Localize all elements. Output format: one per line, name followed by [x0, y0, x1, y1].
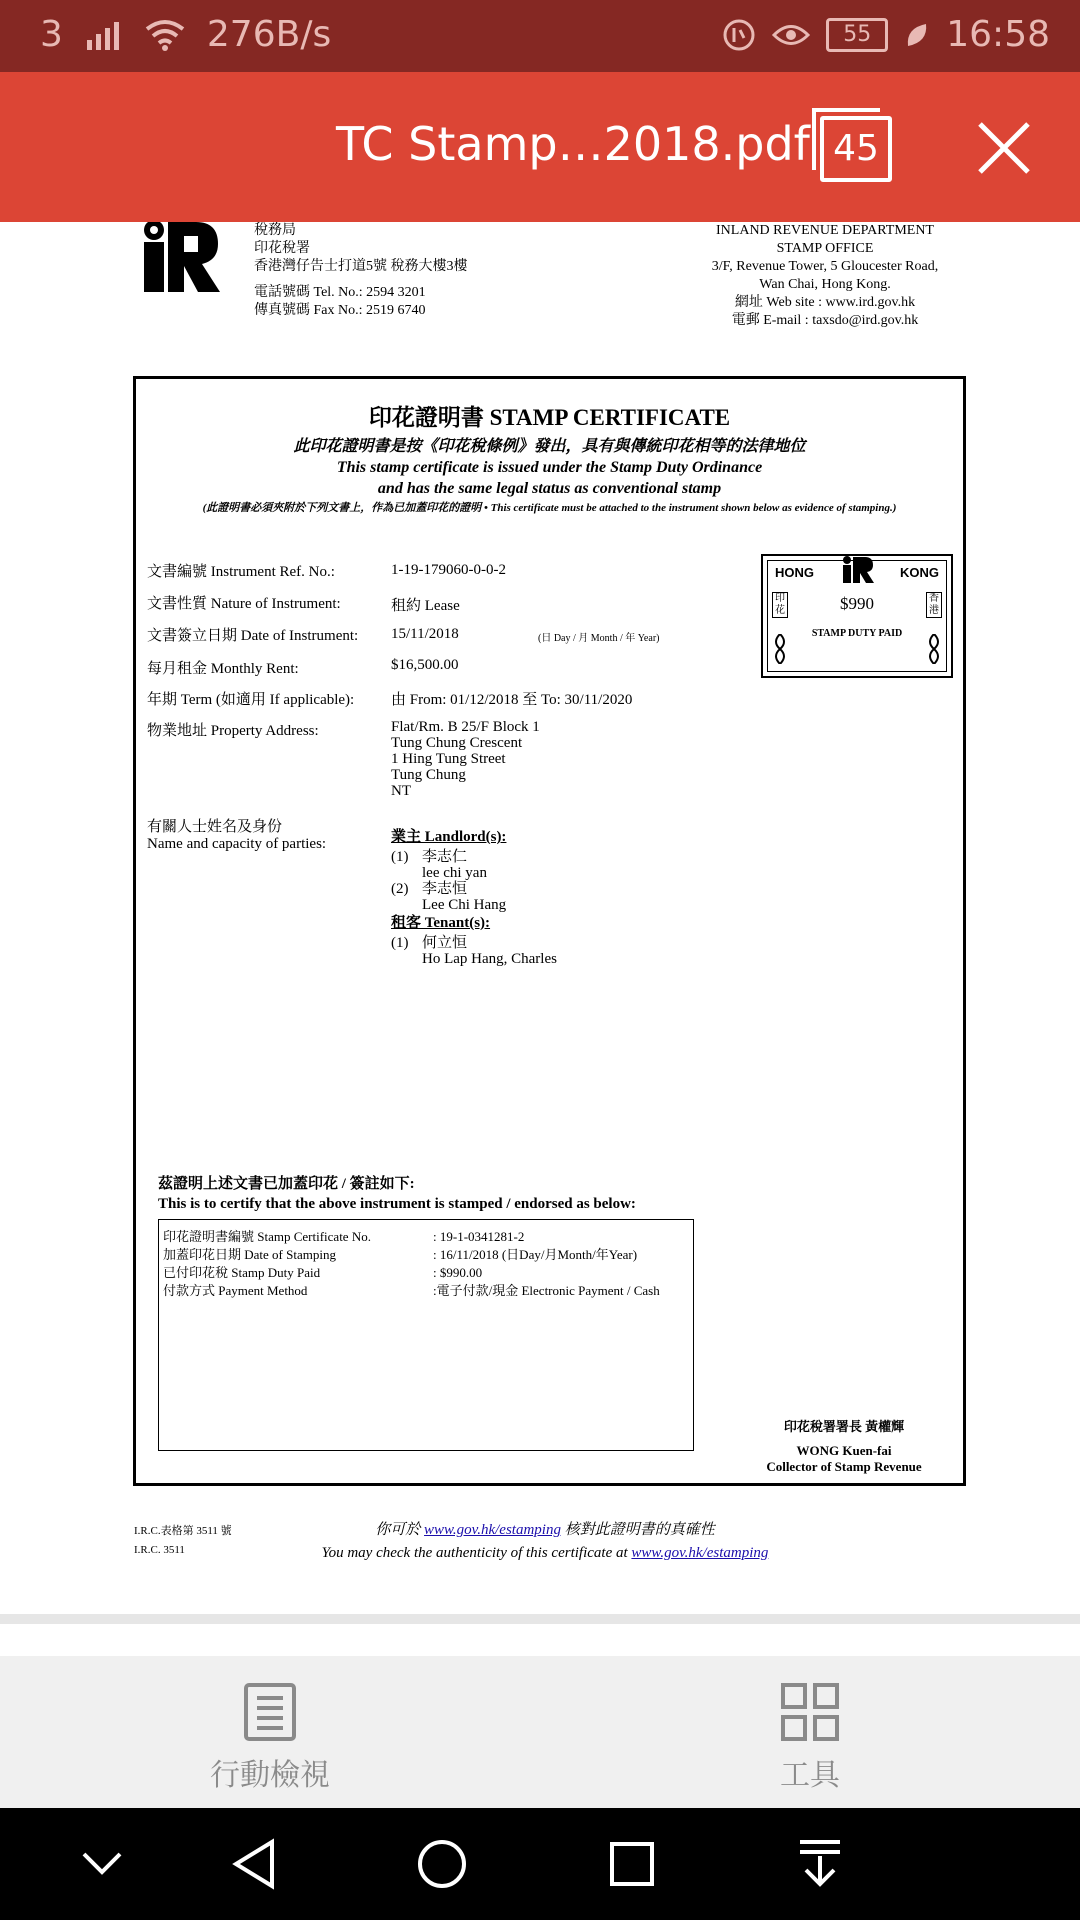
stamping-date-value: : 16/11/2018 (日Day/月Month/年Year)	[433, 1247, 638, 1262]
power-saving-icon	[904, 20, 930, 50]
attachment-note: (此證明書必須夾附於下列文書上，作為已加蓋印花的證明 • This certificate must be attached to the instrument shown below as evidence of stamping.)	[202, 502, 897, 514]
subtitle-zh: 此印花證明書是按《印花稅條例》發出，具有與傳統印花相等的法律地位	[293, 438, 806, 455]
stamp-duty-mark	[761, 554, 953, 678]
subtitle-en-1: This stamp certificate is issued under the Stamp Duty Ordinance	[336, 459, 763, 476]
landlord-1-en: lee chi yan	[422, 865, 487, 881]
data-saver-icon	[722, 18, 756, 52]
payment-method-value: :電子付款/現金 Electronic Payment / Cash	[433, 1283, 660, 1298]
header-en-address1: 3/F, Revenue Tower, 5 Gloucester Road,	[711, 259, 939, 274]
landlord-1-names	[422, 849, 487, 881]
header-email: 電郵 E-mail : taxsdo@ird.gov.hk	[731, 313, 919, 328]
certificate-title: 印花證明書 STAMP CERTIFICATE	[368, 405, 731, 430]
landlord-2-en: Lee Chi Hang	[422, 897, 507, 913]
certify-statement	[158, 1174, 636, 1214]
pdf-page[interactable]	[0, 222, 1080, 1617]
status-bar	[0, 0, 1080, 72]
parties-label-zh: 有關人士姓名及身份	[147, 819, 283, 835]
form-number-en: I.R.C. 3511	[134, 1544, 185, 1556]
rent-value: $16,500.00	[391, 657, 459, 673]
certify-zh: 茲證明上述文書已加蓋印花 / 簽註如下:	[158, 1176, 415, 1192]
wifi-icon	[145, 19, 185, 51]
stamping-details-box	[158, 1219, 694, 1451]
tenant-1	[391, 935, 557, 967]
landlord-2-names	[422, 881, 506, 913]
certify-en: This is to certify that the above instrument is stamped / endorsed as below:	[158, 1196, 636, 1212]
header-tel: 電話號碼 Tel. No.: 2594 3201	[254, 285, 426, 300]
tenant-1-names	[422, 935, 557, 967]
estamping-link-zh[interactable]: www.gov.hk/estamping	[424, 1522, 561, 1538]
address-line: Flat/Rm. B 25/F Block 1	[391, 719, 540, 735]
date-format-hint: (日 Day / 月 Month / 年 Year)	[538, 633, 660, 644]
notification-pulldown-icon[interactable]	[796, 1838, 844, 1888]
back-icon[interactable]	[230, 1838, 278, 1890]
address-line: Tung Chung Crescent	[391, 735, 523, 751]
certificate-subtitle	[136, 436, 963, 499]
authenticity-check	[250, 1519, 840, 1565]
nature-label: 文書性質 Nature of Instrument:	[147, 596, 341, 612]
duty-paid-value: : $990.00	[433, 1265, 483, 1280]
signer-name: WONG Kuen-fai	[796, 1443, 892, 1458]
battery-icon: 55	[826, 18, 888, 52]
payment-method-label: 付款方式 Payment Method	[163, 1283, 308, 1298]
home-icon[interactable]	[416, 1838, 468, 1890]
landlord-1	[391, 849, 557, 881]
signer-block	[736, 1419, 952, 1475]
signal-icon	[85, 20, 123, 50]
mobile-view-label: 行動檢視	[210, 1758, 330, 1793]
eye-comfort-icon	[772, 20, 810, 50]
page-separator	[0, 1614, 1080, 1624]
address-block	[391, 719, 540, 799]
date-value: 15/11/2018	[391, 626, 459, 642]
address-line: 1 Hing Tung Street	[391, 751, 506, 767]
estamping-link-en[interactable]: www.gov.hk/estamping	[631, 1545, 769, 1561]
mobile-view-icon	[243, 1682, 297, 1742]
landlord-1-zh: 李志仁	[422, 849, 468, 865]
landlord-2-zh: 李志恒	[422, 881, 468, 897]
address-line: Tung Chung	[391, 767, 466, 783]
tenant-1-num: (1)	[391, 935, 409, 951]
ref-value: 1-19-179060-0-0-2	[391, 562, 506, 578]
stamp-amount: $990	[840, 594, 874, 613]
tools-label: 工具	[780, 1758, 840, 1793]
mobile-view-button[interactable]	[190, 1682, 350, 1794]
address-line: NT	[391, 783, 411, 799]
ref-label: 文書編號 Instrument Ref. No.:	[147, 564, 335, 580]
clock: 16:58	[946, 14, 1050, 55]
stamp-kong: KONG	[900, 565, 939, 580]
signer-zh: 印花稅署署長 黃權輝	[783, 1419, 905, 1434]
stamp-ornament-right-icon	[926, 634, 942, 664]
authenticity-en-pre: You may check the authenticity of this certificate at	[321, 1545, 628, 1561]
tenant-1-zh: 何立恒	[422, 935, 468, 951]
address-label: 物業地址 Property Address:	[147, 723, 319, 739]
subtitle-en-2: and has the same legal status as conventional stamp	[377, 480, 722, 497]
header-en-address2: Wan Chai, Hong Kong.	[759, 277, 891, 292]
form-number-zh: I.R.C.表格第 3511 號	[134, 1525, 232, 1537]
duty-paid-label: 已付印花稅 Stamp Duty Paid	[163, 1265, 321, 1280]
landlord-heading: 業主 Landlord(s):	[391, 829, 507, 845]
nature-value: 租約 Lease	[391, 598, 460, 614]
tenant-1-en: Ho Lap Hang, Charles	[422, 951, 557, 967]
term-label: 年期 Term (如適用 If applicable):	[147, 692, 355, 708]
close-icon[interactable]	[976, 120, 1032, 176]
stamp-paid-text: STAMP DUTY PAID	[811, 628, 903, 639]
app-bar	[0, 72, 1080, 222]
term-value: 由 From: 01/12/2018 至 To: 30/11/2020	[391, 692, 633, 708]
page-count-button[interactable]: 45	[820, 116, 892, 182]
network-speed: 276B/s	[206, 14, 332, 55]
stamp-ornament-left-icon	[772, 634, 788, 664]
details-values	[433, 1228, 660, 1300]
cert-no-label: 印花證明書編號 Stamp Certificate No.	[163, 1229, 371, 1244]
document-title: TC Stamp…2018.pdf	[336, 117, 810, 171]
header-en-dept: INLAND REVENUE DEPARTMENT	[716, 223, 934, 238]
landlord-1-num: (1)	[391, 849, 409, 865]
bottom-toolbar	[0, 1656, 1080, 1808]
header-website: 網址 Web site : www.ird.gov.hk	[734, 295, 916, 310]
header-en-office: STAMP OFFICE	[776, 241, 874, 256]
header-right	[680, 222, 970, 330]
chevron-down-icon[interactable]	[80, 1844, 124, 1884]
stamp-right-chars: 香港	[926, 592, 942, 618]
authenticity-zh-pre: 你可於	[375, 1522, 421, 1538]
stamp-left-chars: 印花	[772, 592, 788, 618]
header-fax: 傳真號碼 Fax No.: 2519 6740	[254, 303, 426, 318]
tools-button[interactable]	[730, 1682, 890, 1794]
parties-block	[391, 829, 557, 967]
details-labels	[163, 1228, 371, 1300]
tenant-heading: 租客 Tenant(s):	[391, 915, 491, 931]
landlord-2	[391, 881, 557, 913]
stamping-date-label: 加蓋印花日期 Date of Stamping	[163, 1247, 336, 1262]
cert-no-value: : 19-1-0341281-2	[433, 1229, 525, 1244]
ird-logo	[138, 222, 222, 294]
tools-grid-icon	[780, 1682, 840, 1742]
stamp-hong: HONG	[775, 565, 814, 580]
network-type: 3	[40, 14, 63, 55]
header-zh-dept: 稅務局	[254, 223, 296, 238]
header-zh-address: 香港灣仔告士打道5號 稅務大樓3樓	[254, 259, 468, 274]
date-label: 文書簽立日期 Date of Instrument:	[147, 628, 359, 644]
stamp-ir-logo	[841, 556, 875, 584]
header-left	[254, 222, 468, 320]
authenticity-zh-post: 核對此證明書的真確性	[564, 1522, 715, 1538]
rent-label: 每月租金 Monthly Rent:	[147, 661, 299, 677]
parties-label-en: Name and capacity of parties:	[147, 836, 327, 852]
parties-label	[147, 819, 326, 853]
authenticity-en	[250, 1542, 840, 1565]
certificate-frame	[133, 376, 966, 1486]
authenticity-zh	[250, 1519, 840, 1542]
signer-title: Collector of Stamp Revenue	[766, 1459, 922, 1474]
recents-icon[interactable]	[608, 1840, 656, 1888]
system-nav-bar	[0, 1808, 1080, 1920]
header-zh-office: 印花稅署	[254, 241, 310, 256]
landlord-2-num: (2)	[391, 881, 409, 897]
form-number	[134, 1522, 232, 1560]
